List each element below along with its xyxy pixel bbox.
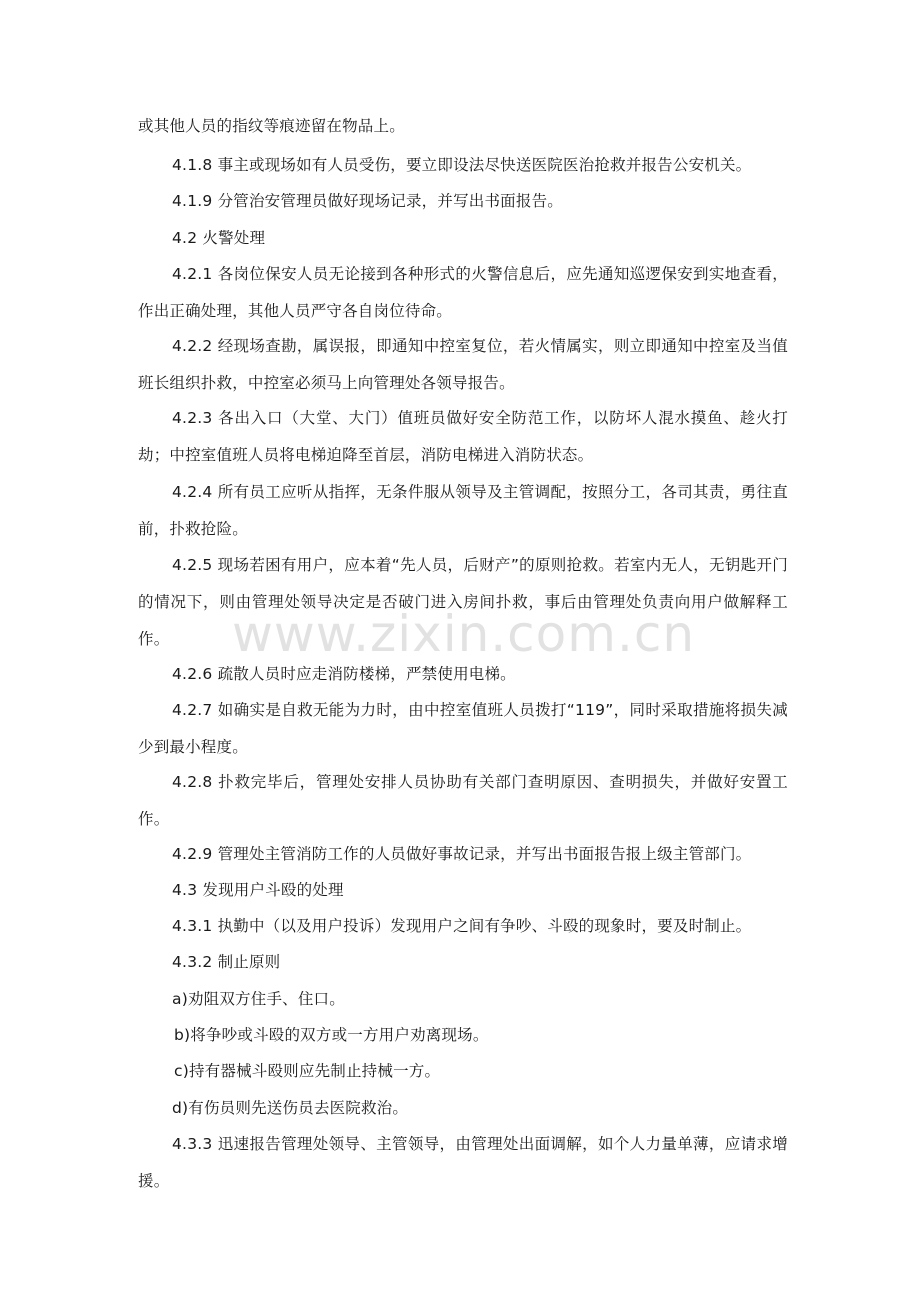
list-item-b: b)将争吵或斗殴的双方或一方用户劝离现场。 (174, 1026, 489, 1044)
paragraph-4-2-8: 4.2.8 扑救完毕后，管理处安排人员协助有关部门查明原因、查明损失，并做好安置工作。 (138, 773, 788, 828)
paragraph-4-1-9: 4.1.9 分管治安管理员做好现场记录，并写出书面报告。 (172, 192, 563, 210)
paragraph-4-3-2: 4.3.2 制止原则 (172, 953, 281, 971)
paragraph-4-2-2: 4.2.2 经现场查勘，属误报，即通知中控室复位，若火情属实，则立即通知中控室及当值班长组织扑救，中控室必须马上向管理处各领导报告。 (138, 337, 788, 392)
paragraph-4-3-3: 4.3.3 迅速报告管理处领导、主管领导，由管理处出面调解，如个人力量单薄，应请求增援。 (138, 1135, 788, 1190)
paragraph-4-2-4: 4.2.4 所有员工应听从指挥，无条件服从领导及主管调配，按照分工，各司其责，勇往直前，扑救抢险。 (138, 483, 788, 538)
list-item-d: d)有伤员则先送伤员去医院救治。 (172, 1099, 409, 1117)
paragraph-4-2-7: 4.2.7 如确实是自救无能为力时，由中控室值班人员拨打“119”，同时采取措施将损失减少到最小程度。 (138, 701, 788, 756)
list-item-c: c)持有器械斗殴则应先制止持械一方。 (174, 1062, 441, 1080)
paragraph-4-2-3: 4.2.3 各出入口（大堂、大门）值班员做好安全防范工作，以防坏人混水摸鱼、趁火打劫；中控室值班人员将电梯迫降至首层，消防电梯进入消防状态。 (138, 409, 788, 464)
paragraph-4-3-1: 4.3.1 执勤中（以及用户投诉）发现用户之间有争吵、斗殴的现象时，要及时制止。 (172, 917, 752, 935)
paragraph-4-1-8: 4.1.8 事主或现场如有人员受伤，要立即设法尽快送医院医治抢救并报告公安机关。 (172, 156, 752, 174)
paragraph-4-2-9: 4.2.9 管理处主管消防工作的人员做好事故记录，并写出书面报告报上级主管部门。 (172, 845, 752, 863)
paragraph-4-2-6: 4.2.6 疏散人员时应走消防楼梯，严禁使用电梯。 (172, 665, 516, 683)
paragraph-continuation: 或其他人员的指纹等痕迹留在物品上。 (138, 117, 405, 135)
section-heading-4-2: 4.2 火警处理 (172, 229, 266, 247)
list-item-a: a)劝阻双方住手、住口。 (172, 990, 345, 1008)
paragraph-4-2-5: 4.2.5 现场若困有用户，应本着“先人员，后财产”的原则抢救。若室内无人，无钥匙开门的情况下，则由管理处领导决定是否破门进入房间扑救，事后由管理处负责向用户做解释工作。 (138, 556, 788, 648)
paragraph-4-2-1: 4.2.1 各岗位保安人员无论接到各种形式的火警信息后，应先通知巡逻保安到实地查看，作出正确处理，其他人员严守各自岗位待命。 (138, 265, 788, 320)
section-heading-4-3: 4.3 发现用户斗殴的处理 (172, 881, 344, 899)
watermark-text: www.zixin.com.cn (232, 605, 696, 663)
